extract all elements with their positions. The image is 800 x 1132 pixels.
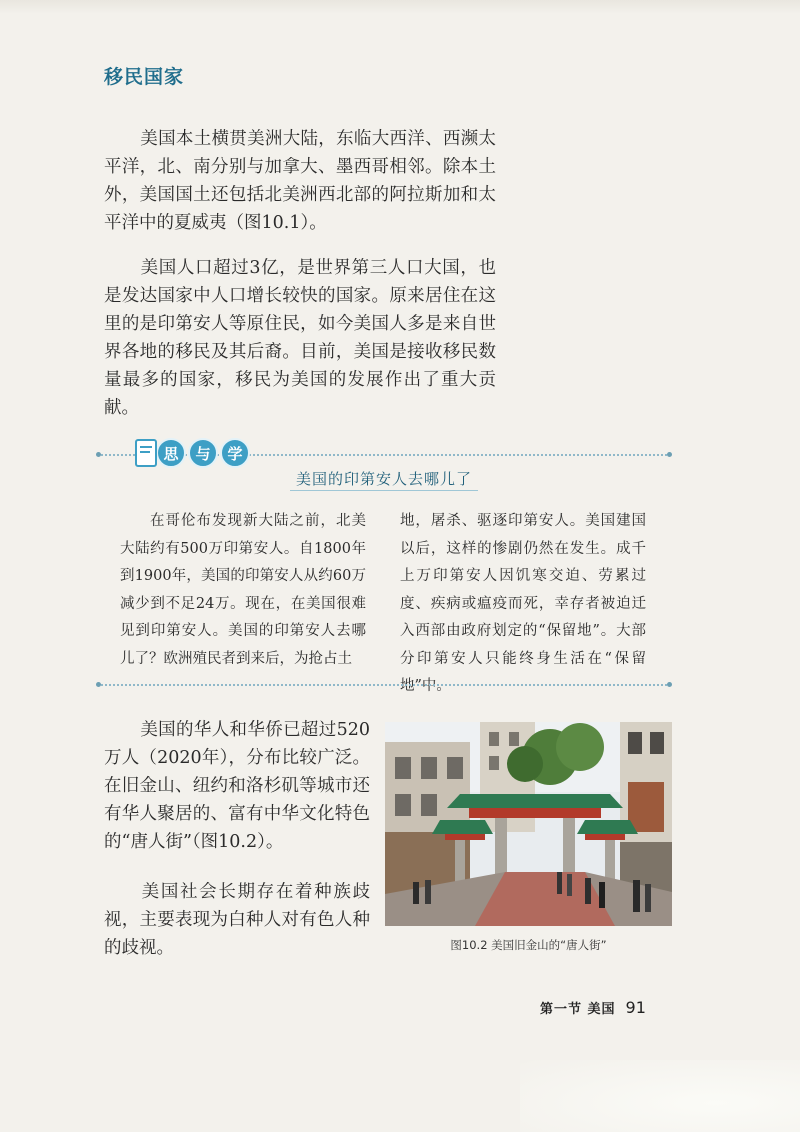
- page-footer: [540, 998, 646, 1017]
- paragraph-discrimination: [104, 878, 370, 962]
- think-learn-badge: [134, 436, 246, 470]
- paragraph-territory-text: 美国本土横贯美洲大陆，东临大西洋、西濒太平洋，北、南分别与加拿大、墨西哥相邻。除本土外，美国国土还包括北美洲西北部的阿拉斯加和太平洋中的夏威夷（图10.1）。: [104, 129, 496, 233]
- paragraph-territory: [104, 125, 496, 237]
- section-title: 移民国家: [104, 66, 185, 88]
- book-icon: [134, 438, 162, 468]
- think-box-title: [98, 468, 670, 489]
- badge-char-2: 与: [188, 438, 218, 468]
- think-box-left-text: 在哥伦布发现新大陆之前，北美大陆约有500万印第安人。自1800年到1900年，美国的印第安人从约60万减少到不足24万。现在，在美国很难见到印第安人。美国的印第安人去哪儿了？欧洲殖民者到来后，为抢占土: [120, 513, 366, 667]
- figure-caption: 图10.2 美国旧金山的“唐人街”: [450, 938, 607, 952]
- dotted-divider-bottom: [98, 684, 670, 686]
- chinatown-gate-photo: [385, 722, 672, 926]
- paragraph-discrimination-text: 美国社会长期存在着种族歧视，主要表现为白种人对有色人种的歧视。: [104, 882, 370, 958]
- think-and-learn-box: [98, 426, 670, 694]
- paragraph-chinese-americans: [104, 716, 370, 856]
- paragraph-population: [104, 254, 496, 422]
- page-top-shadow: [0, 0, 800, 14]
- footer-chapter: 第一节 美国: [540, 1002, 616, 1017]
- paragraph-chinese-americans-text: 美国的华人和华侨已超过520万人（2020年），分布比较广泛。在旧金山、纽约和洛杉矶等城市还有华人聚居的、富有中华文化特色的“唐人街”（图10.2）。: [104, 720, 370, 852]
- badge-char-3: 学: [220, 438, 250, 468]
- photo-glare: [520, 1060, 800, 1132]
- paragraph-population-text: 美国人口超过3亿，是世界第三人口大国，也是发达国家中人口增长较快的国家。原来居住在这里的是印第安人等原住民，如今美国人多是来自世界各地的移民及其后裔。目前，美国是接收移民数量最多的国家，移民为美国的发展作出了重大贡献。: [104, 258, 496, 418]
- page-number: 91: [625, 998, 646, 1017]
- think-box-right-column: 地，屠杀、驱逐印第安人。美国建国以后，这样的惨剧仍然在发生。成千上万印第安人因饥寒交迫、劳累过度、疾病或瘟疫而死，幸存者被迫迁入西部由政府划定的“保留地”。大部分印第安人只能终身生活在“保留地”中。: [400, 513, 646, 694]
- think-box-title-text: 美国的印第安人去哪儿了: [290, 470, 478, 491]
- badge-circles: [156, 438, 250, 468]
- think-box-left-column: [120, 508, 366, 673]
- badge-char-1: 思: [156, 438, 186, 468]
